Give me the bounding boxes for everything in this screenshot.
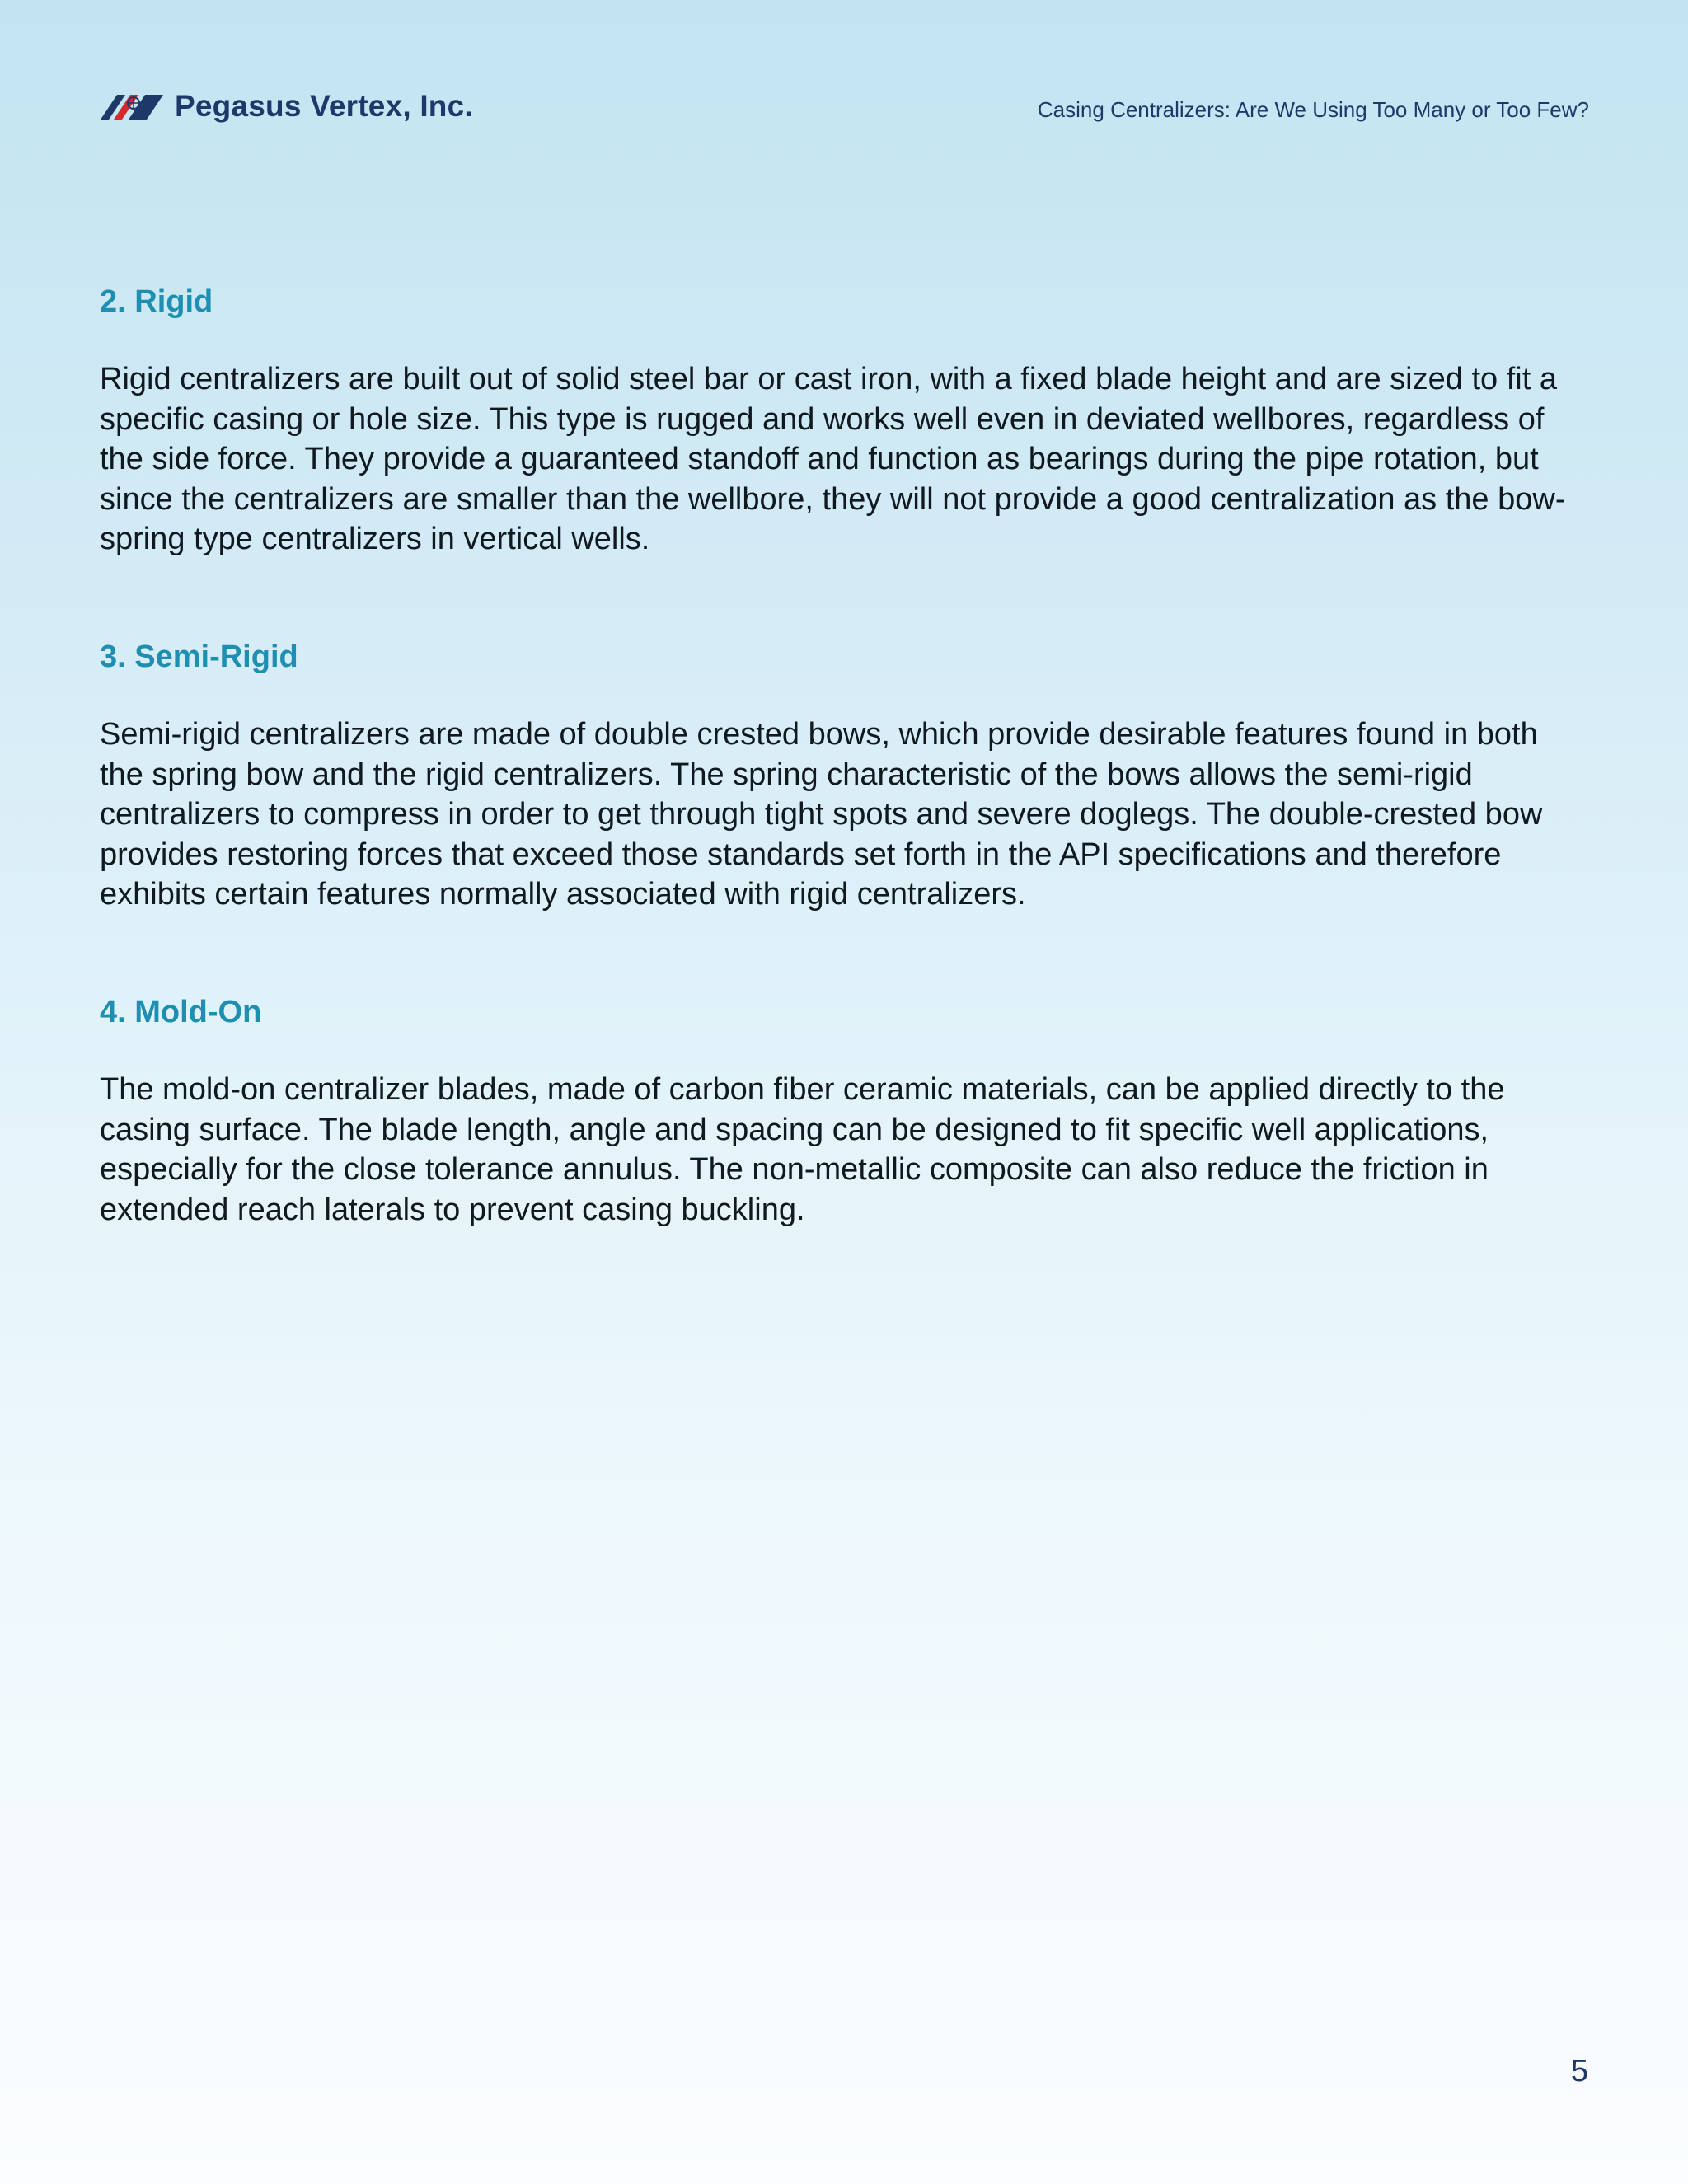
pegasus-vertex-logo-icon bbox=[101, 91, 165, 121]
section-body: Semi-rigid centralizers are made of double crested bows, which provide desirable features found in both the spring bow and the rigid centralizers. The spring characteristic of the bows allows the semi-rigid centralizers to compress in order to get through tight spots and severe doglegs. The double-crested bow provides restoring forces that exceed those standards set forth in the API specifications and therefore exhibits certain features normally associated with rigid centralizers. bbox=[100, 717, 1543, 912]
section-rigid bbox=[100, 282, 1575, 560]
company-brand bbox=[101, 89, 473, 124]
section-body: The mold-on centralizer blades, made of carbon fiber ceramic materials, can be applied directly to the casing surface. The blade length, angle and spacing can be designed to fit specific well applications, especially for the close tolerance annulus. The non-metallic composite can also reduce the friction in extended reach laterals to prevent casing buckling. bbox=[100, 1072, 1505, 1227]
section-mold-on bbox=[100, 992, 1575, 1230]
section-body: Rigid centralizers are built out of solid steel bar or cast iron, with a fixed blade height and are sized to fit a specific casing or hole size. This type is rugged and works well even in deviated wellbores, regardless of the side force. They provide a guaranteed standoff and function as bearings during the pipe rotation, but since the centralizers are smaller than the wellbore, they will not provide a good centralization as the bow-spring type centralizers in vertical wells. bbox=[100, 362, 1566, 556]
page-header bbox=[101, 89, 1589, 138]
section-heading: 3. Semi-Rigid bbox=[100, 640, 298, 674]
section-semi-rigid bbox=[100, 637, 1575, 915]
page-number: 5 bbox=[1570, 2054, 1588, 2088]
company-name: Pegasus Vertex, Inc. bbox=[175, 89, 473, 123]
section-heading: 4. Mold-On bbox=[100, 995, 262, 1029]
document-title: Casing Centralizers: Are We Using Too Many or Too Few? bbox=[1037, 97, 1589, 122]
section-heading: 2. Rigid bbox=[100, 284, 213, 319]
